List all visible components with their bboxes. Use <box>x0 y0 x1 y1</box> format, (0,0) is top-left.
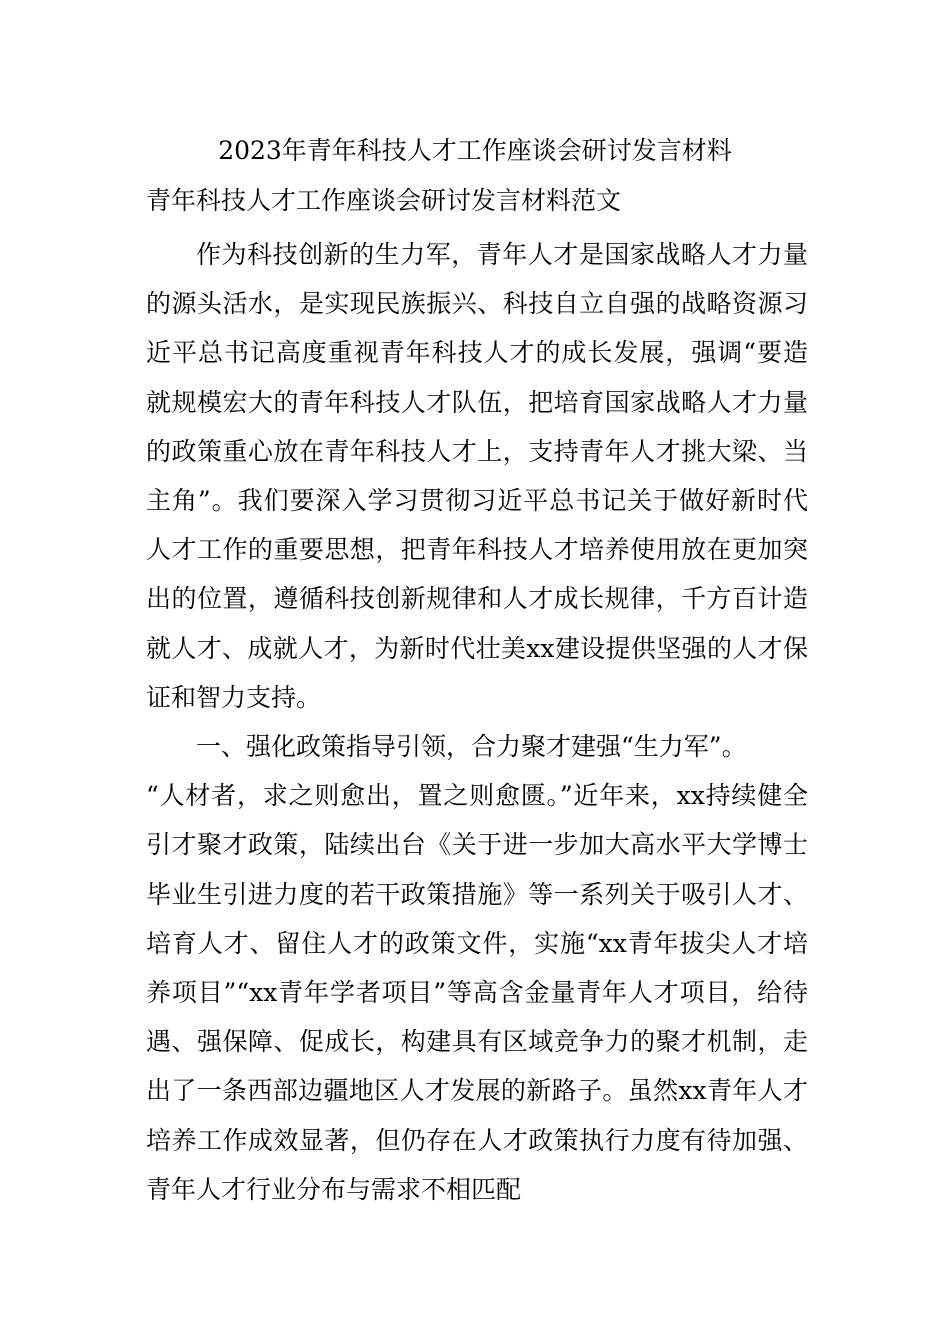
paragraph-intro: 作为科技创新的生力军，青年人才是国家战略人才力量的源头活水，是实现民族振兴、科技自立自强的战略资源习近平总书记高度重视青年科技人才的成长发展，强调“要造就规模宏大的青年科技人才队伍，把培育国家战略人才力量的政策重心放在青年科技人才上，支持青年人才挑大梁、当主角”。我们要深入学习贯彻习近平总书记关于做好新时代人才工作的重要思想，把青年科技人才培养使用放在更加突出的位置，遵循科技创新规律和人才成长规律，千方百计造就人才、成就人才，为新时代壮美xx建设提供坚强的人才保证和智力支持。 <box>146 240 808 712</box>
document-subtitle: 青年科技人才工作座谈会研讨发言材料范文 <box>146 186 622 215</box>
document-title: 2023年青年科技人才工作座谈会研讨发言材料 <box>218 136 732 165</box>
paragraph-section-1: “人材者，求之则愈出，置之则愈匮。”近年来，xx持续健全引才聚才政策，陆续出台《关于进一步加大高水平大学博士毕业生引进力度的若干政策措施》等一系列关于吸引人才、培育人才、留住人才的政策文件，实施“xx青年拔尖人才培养项目”“xx青年学者项目”等高含金量青年人才项目，给待遇、强保障、促成长，构建具有区域竞争力的聚才机制，走出了一条西部边疆地区人才发展的新路子。虽然xx青年人才培养工作成效显著，但仍存在人才政策执行力度有待加强、青年人才行业分布与需求不相匹配 <box>146 781 808 1204</box>
document-body <box>146 230 808 1214</box>
section-heading-1: 一、强化政策指导引领，合力聚才建强“生力军”。 <box>196 732 747 762</box>
